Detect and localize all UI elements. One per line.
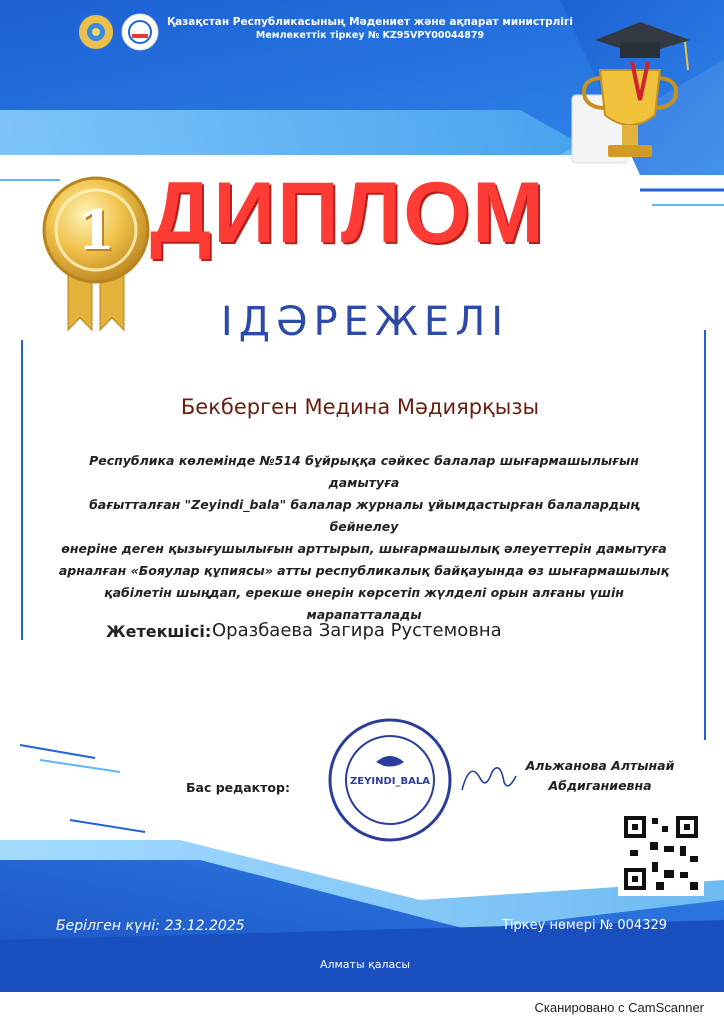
editor-name xyxy=(500,756,700,796)
registration-number: Тіркеу нөмері № 004329 xyxy=(502,918,668,933)
city-text: Алматы қаласы xyxy=(319,958,411,971)
stamp-center-text: ZEYINDI_BALA xyxy=(350,776,430,787)
diploma-title: ДИПЛОМ xyxy=(150,165,546,261)
recipient-name: Бекберген Медина Мәдиярқызы xyxy=(180,395,540,419)
supervisor-label: Жетекшісі: xyxy=(106,622,212,641)
scanner-watermark: Сканировано с CamScanner xyxy=(534,1000,704,1015)
editor-name-line: Абдиганиевна xyxy=(548,778,652,793)
registration-text: Мемлекеттік тіркеу № KZ95VPY00044879 xyxy=(255,30,485,41)
citation-line: өнеріне деген қызығушылығын арттырып, шығармашылық әлеуеттерін дамытуға xyxy=(61,541,667,556)
citation-line: бағытталған "Zeyindi_bala" балалар журналы ұйымдастырған балалардың бейнелеу xyxy=(89,497,639,534)
citation-line: марапатталады xyxy=(306,607,422,622)
ministry-text: Қазақстан Республикасының Мәдениет және ақпарат министрлігі xyxy=(166,16,574,28)
citation-line: қабілетін шыңдап, ерекше өнерін көрсетіп жүлделі орын алғаны үшін xyxy=(104,585,624,600)
qr-code-icon xyxy=(618,810,704,896)
citation-line: арналған «Бояулар құпиясы» атты республикалық байқауында өз шығармашылық xyxy=(58,563,670,578)
editor-label: Бас редактор: xyxy=(186,780,290,795)
degree-title: ІДӘРЕЖЕЛІ xyxy=(220,299,510,345)
medal-digit: 1 xyxy=(77,198,115,262)
citation-line: Республика көлемінде №514 бұйрыққа сәйкес балалар шығармашылығын дамытуға xyxy=(89,453,639,490)
issue-date: Берілген күні: 23.12.2025 xyxy=(56,918,245,934)
supervisor-name: Оразбаева Загира Рустемовна xyxy=(212,620,502,641)
editor-name-line: Альжанова Алтынай xyxy=(525,758,675,773)
citation-text xyxy=(55,450,673,626)
kz-emblem-icon xyxy=(78,14,114,50)
